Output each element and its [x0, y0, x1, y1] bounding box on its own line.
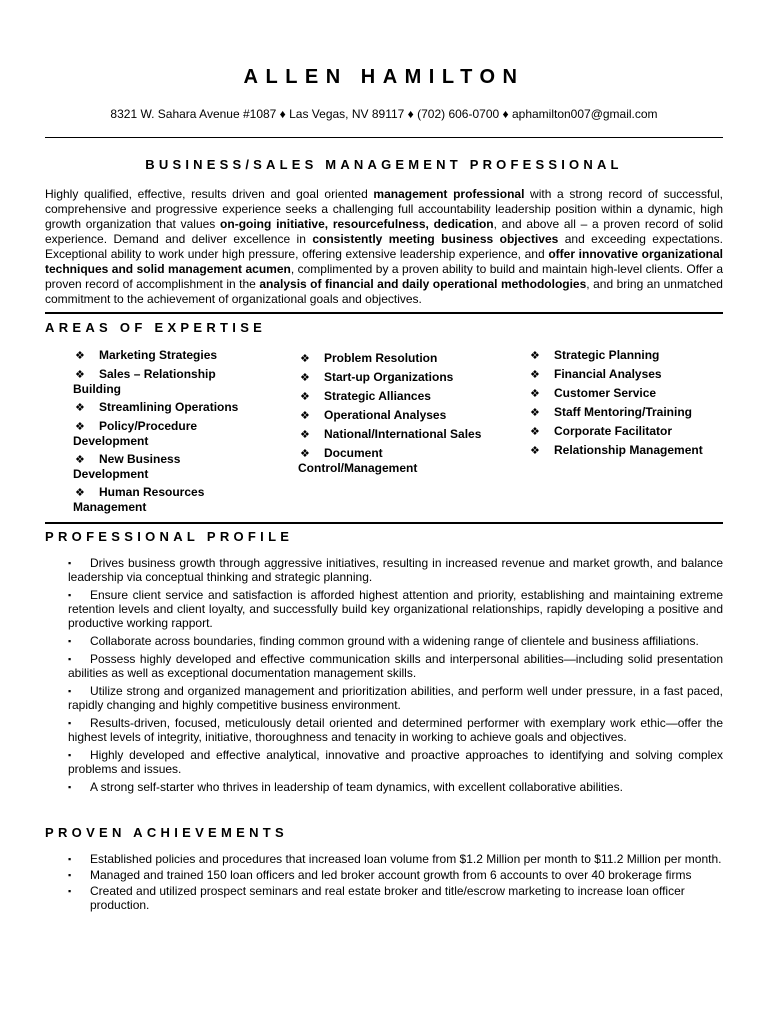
- profile-text: Ensure client service and satisfaction is afforded highest attention and priority, establishing and maintaining extreme retention levels and client loyalty, and successfully build key organizational relationships, rapidly developing a positive and productive working rapport.: [68, 588, 723, 630]
- profile-item: [68, 716, 723, 744]
- summary-highlight: on-going initiative, resourcefulness, dedication: [220, 217, 494, 231]
- profile-text: Collaborate across boundaries, finding common ground with a widening range of clientele and business affiliations.: [90, 634, 699, 648]
- diamond-bullet-icon: ❖: [75, 454, 85, 466]
- expertise-label: Relationship Management: [554, 443, 703, 457]
- expertise-label: Marketing Strategies: [99, 348, 218, 362]
- expertise-item: [528, 443, 728, 458]
- square-bullet-icon: ▪: [68, 870, 72, 880]
- profile-list: [68, 556, 723, 798]
- summary-text: , and above all – a proven record of solid experience. Demand and deliver excellence in: [45, 217, 723, 246]
- square-bullet-icon: ▪: [68, 636, 72, 646]
- expertise-item: [528, 348, 728, 363]
- square-bullet-icon: ▪: [68, 750, 72, 760]
- section-title-achievements: PROVEN ACHIEVEMENTS: [45, 825, 289, 840]
- achievement-text: Established policies and procedures that increased loan volume from $1.2 Million per month to $11.2 Million per month.: [90, 852, 722, 866]
- profile-item: [68, 652, 723, 680]
- expertise-label: Strategic Alliances: [324, 389, 431, 403]
- profile-text: Highly developed and effective analytical, innovative and proactive approaches to identifying and solving complex problems and issues.: [68, 748, 723, 776]
- diamond-bullet-icon: ❖: [530, 445, 540, 457]
- expertise-column-3: [528, 348, 728, 462]
- square-bullet-icon: ▪: [68, 718, 72, 728]
- diamond-bullet-icon: ❖: [530, 369, 540, 381]
- headline: BUSINESS/SALES MANAGEMENT PROFESSIONAL: [145, 157, 623, 172]
- profile-item: [68, 634, 723, 648]
- expertise-label: Start-up Organizations: [324, 370, 454, 384]
- profile-text: A strong self-starter who thrives in leadership of team dynamics, with excellent collaborative abilities.: [90, 780, 623, 794]
- summary-text: , complimented by a proven ability to build and maintain high-level clients. Offer a proven record of accomplishment in the: [45, 262, 723, 291]
- expertise-item: [298, 427, 498, 442]
- summary-highlight: analysis of financial and daily operational methodologies: [259, 277, 587, 291]
- summary-text: Highly qualified, effective, results driven and goal oriented: [45, 187, 374, 201]
- achievements-list: [68, 852, 723, 914]
- diamond-bullet-icon: ❖: [530, 407, 540, 419]
- expertise-item: [73, 400, 248, 415]
- expertise-item: [73, 452, 248, 481]
- square-bullet-icon: ▪: [68, 686, 72, 696]
- expertise-label: Document Control/Management: [298, 446, 418, 475]
- diamond-bullet-icon: ❖: [300, 429, 310, 441]
- expertise-label: Streamlining Operations: [99, 400, 239, 414]
- diamond-bullet-icon: ❖: [300, 410, 310, 422]
- summary-text: and exceeding expectations. Exceptional ability to work under high pressure, offering extensive leadership experience, and: [45, 232, 724, 261]
- diamond-bullet-icon: ❖: [75, 369, 85, 381]
- diamond-bullet-icon: ❖: [75, 350, 85, 362]
- square-bullet-icon: ▪: [68, 558, 72, 568]
- diamond-bullet-icon: ❖: [300, 372, 310, 384]
- summary-text: with a strong record of successful, comprehensive and progressive experience seeks a challenging full accountability leadership position within a dynamic, high growth organization that values: [45, 187, 723, 231]
- diamond-bullet-icon: ❖: [530, 388, 540, 400]
- expertise-label: Corporate Facilitator: [554, 424, 673, 438]
- divider-expertise: [45, 312, 723, 314]
- diamond-bullet-icon: ❖: [530, 350, 540, 362]
- square-bullet-icon: ▪: [68, 854, 72, 864]
- expertise-item: [298, 446, 438, 475]
- expertise-label: Problem Resolution: [324, 351, 438, 365]
- expertise-item: [528, 386, 728, 401]
- expertise-label: Customer Service: [554, 386, 657, 400]
- profile-text: Possess highly developed and effective communication skills and interpersonal abilities—including solid presentation abilities as well as exceptional documentation management skills.: [68, 652, 723, 680]
- diamond-bullet-icon: ❖: [300, 391, 310, 403]
- expertise-column-1: [73, 348, 248, 518]
- profile-item: [68, 588, 723, 630]
- expertise-label: Strategic Planning: [554, 348, 660, 362]
- square-bullet-icon: ▪: [68, 590, 72, 600]
- square-bullet-icon: ▪: [68, 886, 72, 896]
- candidate-name: ALLEN HAMILTON: [243, 66, 525, 88]
- expertise-label: Human Resources Management: [73, 485, 205, 514]
- section-title-profile: PROFESSIONAL PROFILE: [45, 529, 294, 544]
- divider-top: [45, 137, 723, 138]
- square-bullet-icon: ▪: [68, 654, 72, 664]
- expertise-label: Financial Analyses: [554, 367, 662, 381]
- expertise-item: [298, 351, 498, 366]
- section-title-expertise: AREAS OF EXPERTISE: [45, 320, 267, 335]
- divider-profile: [45, 522, 723, 524]
- expertise-label: Sales – Relationship Building: [73, 367, 216, 396]
- summary-highlight: management professional: [373, 187, 525, 201]
- profile-text: Utilize strong and organized management and prioritization abilities, and perform well under pressure, in a fast paced, rapidly changing and highly competitive business environment.: [68, 684, 723, 712]
- summary-highlight: offer innovative organizational techniques and solid management acumen: [45, 247, 724, 276]
- summary-paragraph: [45, 187, 723, 307]
- profile-item: [68, 556, 723, 584]
- achievement-item: [68, 884, 723, 912]
- expertise-item: [298, 389, 498, 404]
- diamond-bullet-icon: ❖: [75, 402, 85, 414]
- expertise-item: [298, 408, 498, 423]
- achievement-text: Created and utilized prospect seminars and real estate broker and title/escrow marketing to increase loan officer production.: [90, 884, 685, 912]
- expertise-item: [528, 424, 728, 439]
- contact-line: 8321 W. Sahara Avenue #1087 ♦ Las Vegas, NV 89117 ♦ (702) 606-0700 ♦ aphamilton007@gmail.com: [110, 107, 658, 121]
- achievement-text: Managed and trained 150 loan officers and led broker account growth from 6 accounts to over 40 brokerage firms: [90, 868, 692, 882]
- expertise-label: New Business Development: [73, 452, 181, 481]
- expertise-item: [73, 348, 248, 363]
- expertise-label: National/International Sales: [324, 427, 482, 441]
- diamond-bullet-icon: ❖: [300, 448, 310, 460]
- summary-highlight: consistently meeting business objectives: [312, 232, 559, 246]
- profile-text: Results-driven, focused, meticulously detail oriented and determined performer with exemplary work ethic—offer the highest levels of integrity, initiative, thoroughness and tenacity in working to achieve goals and objectives.: [68, 716, 723, 744]
- expertise-item: [73, 485, 248, 514]
- profile-item: [68, 748, 723, 776]
- profile-item: [68, 780, 723, 794]
- profile-text: Drives business growth through aggressive initiatives, resulting in increased revenue and market growth, and balance leadership via conceptual thinking and strategic planning.: [68, 556, 723, 584]
- achievement-item: [68, 868, 723, 882]
- expertise-label: Policy/Procedure Development: [73, 419, 198, 448]
- diamond-bullet-icon: ❖: [300, 353, 310, 365]
- profile-item: [68, 684, 723, 712]
- expertise-item: [528, 367, 728, 382]
- expertise-item: [73, 419, 248, 448]
- expertise-column-2: [298, 351, 498, 479]
- achievement-item: [68, 852, 723, 866]
- square-bullet-icon: ▪: [68, 782, 72, 792]
- expertise-item: [298, 370, 498, 385]
- diamond-bullet-icon: ❖: [530, 426, 540, 438]
- expertise-label: Operational Analyses: [324, 408, 447, 422]
- diamond-bullet-icon: ❖: [75, 487, 85, 499]
- summary-text: , and bring an unmatched commitment to the achievement of organizational goals and objectives.: [45, 277, 723, 306]
- expertise-item: [73, 367, 248, 396]
- expertise-item: [528, 405, 728, 420]
- expertise-label: Staff Mentoring/Training: [554, 405, 692, 419]
- diamond-bullet-icon: ❖: [75, 421, 85, 433]
